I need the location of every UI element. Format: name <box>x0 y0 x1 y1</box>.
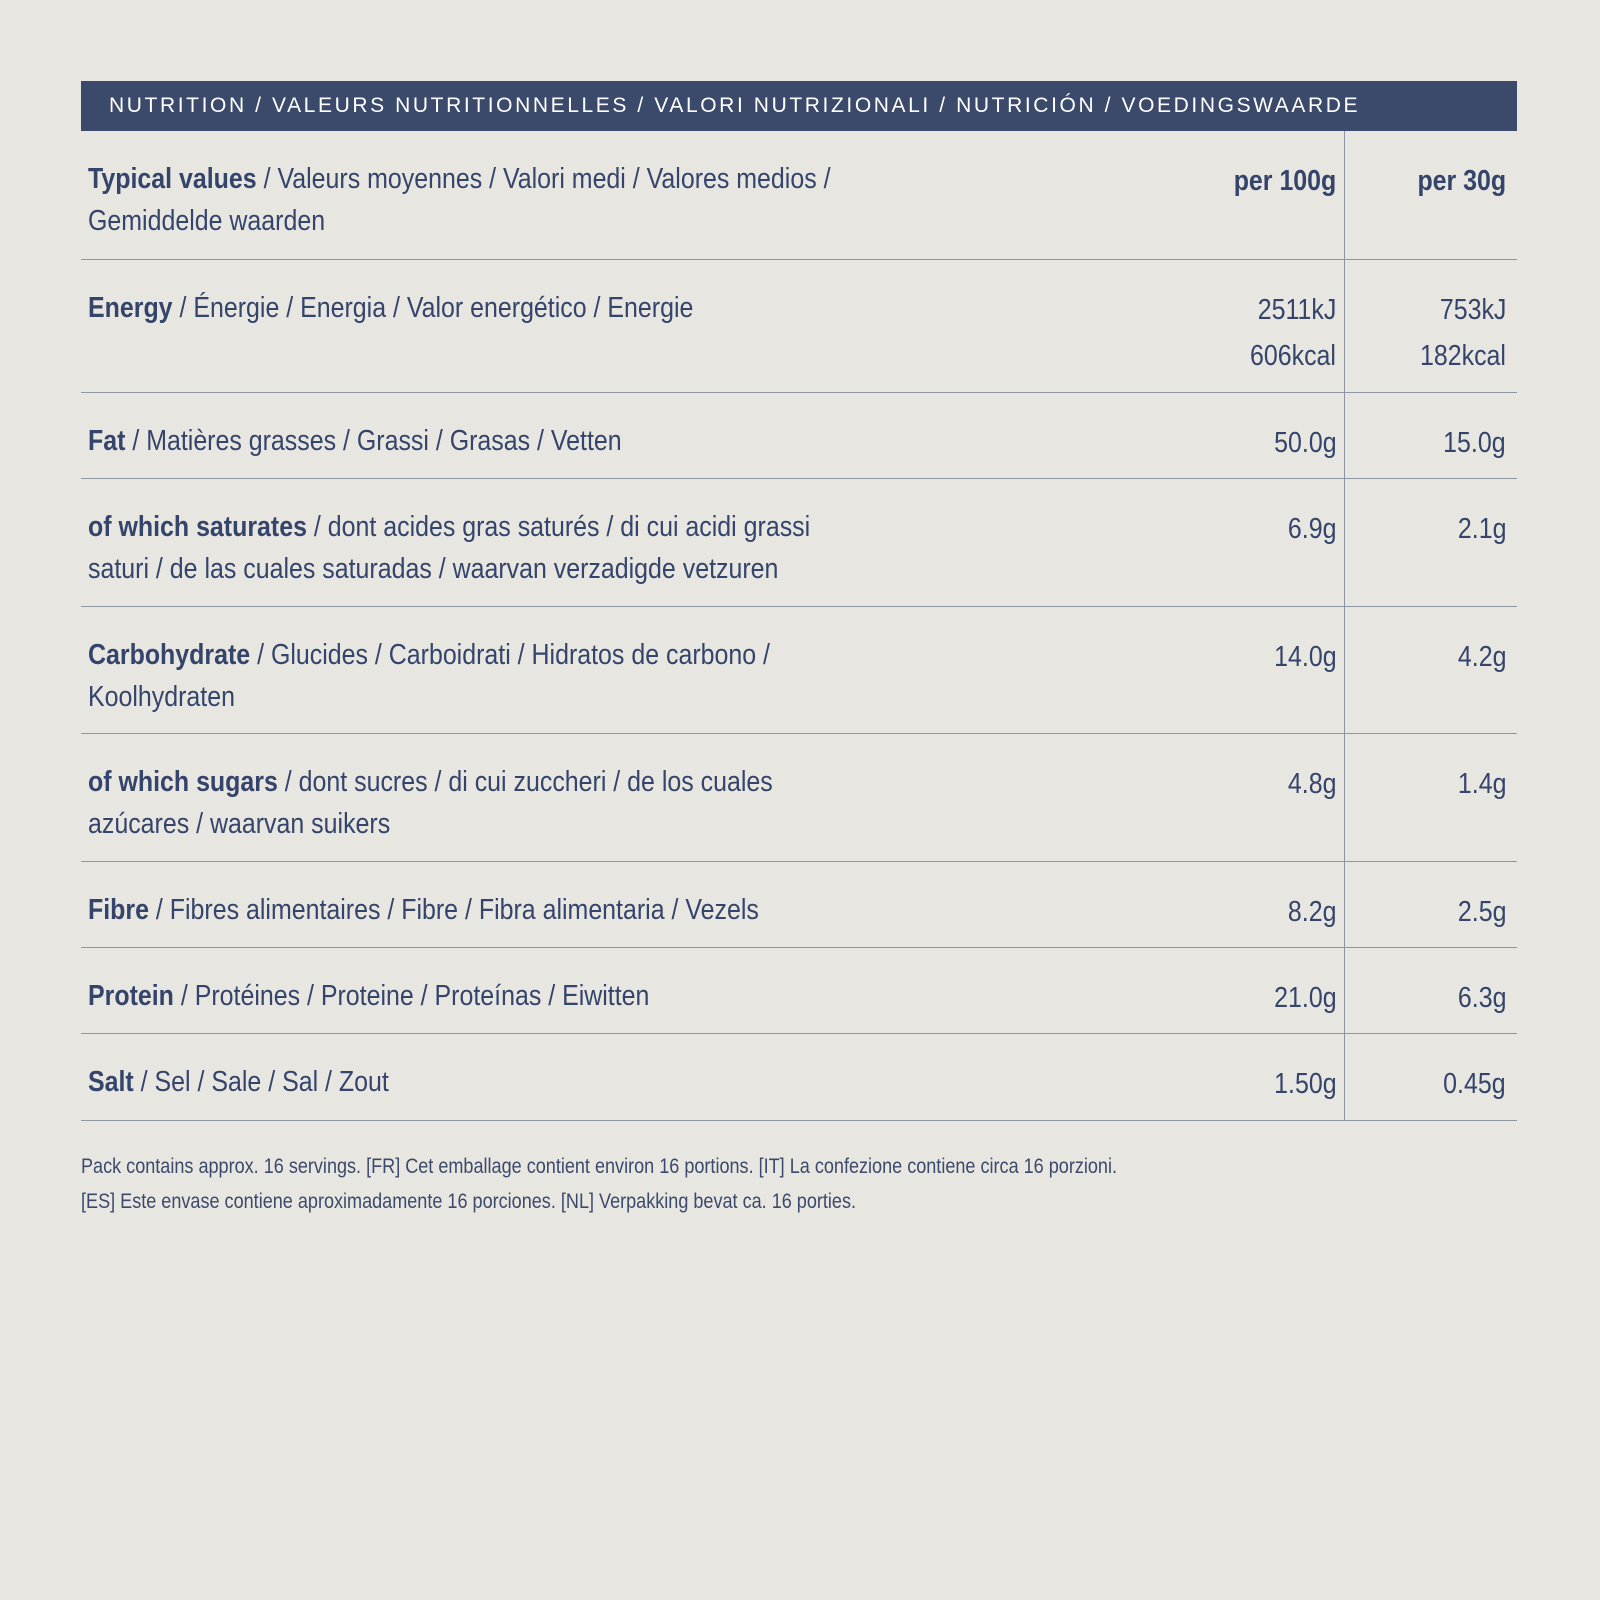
fibre-per30-value: 2.5g <box>1457 896 1506 928</box>
nutrition-banner: NUTRITION / VALEURS NUTRITIONNELLES / VALORI NUTRIZIONALI / NUTRICIÓN / VOEDINGSWAARDE <box>81 81 1517 131</box>
table-row-sugars <box>81 734 1517 862</box>
energy-per100-value: 606kcal <box>1250 340 1337 372</box>
table-row-saturates <box>81 479 1517 607</box>
table-row-salt <box>81 1034 1517 1121</box>
fibre-label-bold: Fibre <box>88 894 149 926</box>
saturates-per100-cell <box>1096 506 1344 606</box>
salt-label-cell <box>81 1034 1344 1120</box>
header-label <box>88 158 845 259</box>
carbohydrate-label <box>88 634 845 733</box>
fibre-per100-value: 8.2g <box>1287 896 1337 928</box>
saturates-label <box>88 506 845 606</box>
protein-per30-cell <box>1344 948 1517 1033</box>
header-per100: per 100g <box>1233 165 1337 197</box>
protein-label-rest: / Protéines / Proteine / Proteínas / Eiwitten <box>173 980 650 1012</box>
protein-per100-cell <box>1096 975 1344 1033</box>
fibre-per100-cell <box>1096 889 1344 947</box>
energy-per30-cell <box>1344 260 1517 392</box>
fat-per100-cell <box>1096 420 1344 478</box>
fibre-label <box>88 889 845 947</box>
salt-per30-cell <box>1344 1034 1517 1120</box>
servings-note <box>81 1149 1501 1219</box>
saturates-per30-value: 2.1g <box>1457 513 1506 545</box>
protein-label <box>88 975 845 1033</box>
fat-per30-value: 15.0g <box>1443 427 1506 459</box>
table-row-fibre <box>81 862 1517 948</box>
fat-per30-cell <box>1344 393 1517 478</box>
sugars-per30-cell <box>1344 734 1517 861</box>
table-header-row <box>81 131 1517 260</box>
energy-per30-value: 753kJ <box>1439 294 1506 326</box>
salt-label-rest: / Sel / Sale / Sal / Zout <box>133 1066 389 1098</box>
fat-label <box>88 420 845 478</box>
saturates-per100-value: 6.9g <box>1287 513 1337 545</box>
sugars-per30-value: 1.4g <box>1457 768 1506 800</box>
table-row-energy <box>81 260 1517 393</box>
carbohydrate-label-cell <box>81 607 1344 733</box>
saturates-label-cell <box>81 479 1344 606</box>
energy-label-rest: / Énergie / Energia / Valor energético / Energie <box>172 292 694 324</box>
salt-per100-cell <box>1096 1061 1344 1120</box>
header-label-rest: / Valeurs moyennes / Valori medi / Valores medios / Gemiddelde waarden <box>88 163 831 237</box>
carbohydrate-per30-cell <box>1344 607 1517 733</box>
salt-per30-value: 0.45g <box>1443 1068 1506 1100</box>
sugars-label <box>88 761 845 861</box>
energy-label-bold: Energy <box>88 292 173 324</box>
protein-label-cell <box>81 948 1344 1033</box>
carbohydrate-per100-cell <box>1096 634 1344 733</box>
salt-label <box>88 1061 845 1120</box>
servings-note-line-1: Pack contains approx. 16 servings. [FR] Cet emballage contient environ 16 portions. [IT] La confezione contiene circa 16 porzioni. <box>81 1155 1118 1178</box>
sugars-label-bold: of which sugars <box>88 766 278 798</box>
protein-per30-value: 6.3g <box>1457 982 1506 1014</box>
fibre-label-cell <box>81 862 1344 947</box>
saturates-per30-cell <box>1344 479 1517 606</box>
protein-label-bold: Protein <box>88 980 174 1012</box>
table-row-carbohydrate <box>81 607 1517 734</box>
header-per30: per 30g <box>1417 165 1506 197</box>
header-label-cell <box>81 131 1344 259</box>
saturates-label-rest: / dont acides gras saturés / di cui acidi grassi saturi / de las cuales saturadas / waarvan verzadigde vetzuren <box>88 511 811 585</box>
saturates-label-bold: of which saturates <box>88 511 307 543</box>
header-per30-cell <box>1344 131 1517 259</box>
table-row-protein <box>81 948 1517 1034</box>
fat-label-rest: / Matières grasses / Grassi / Grasas / Vetten <box>125 425 622 457</box>
fat-per100-value: 50.0g <box>1273 427 1337 459</box>
servings-note-line-2: [ES] Este envase contiene aproximadamente 16 porciones. [NL] Verpakking bevat ca. 16 porties. <box>81 1190 857 1213</box>
header-label-bold: Typical values <box>88 163 257 195</box>
carbohydrate-per100-value: 14.0g <box>1273 641 1337 673</box>
fat-label-bold: Fat <box>88 425 126 457</box>
carbohydrate-label-rest: / Glucides / Carboidrati / Hidratos de carbono / Koolhydraten <box>88 639 770 713</box>
carbohydrate-per30-value: 4.2g <box>1457 641 1506 673</box>
salt-label-bold: Salt <box>88 1066 134 1098</box>
energy-per100-value: 2511kJ <box>1257 294 1337 326</box>
protein-per100-value: 21.0g <box>1273 982 1337 1014</box>
energy-label <box>88 287 845 392</box>
carbohydrate-label-bold: Carbohydrate <box>88 639 251 671</box>
energy-label-cell <box>81 260 1344 392</box>
table-row-fat <box>81 393 1517 479</box>
energy-per30-value: 182kcal <box>1420 340 1506 372</box>
energy-per100-cell <box>1096 287 1344 392</box>
sugars-per100-value: 4.8g <box>1287 768 1337 800</box>
fat-label-cell <box>81 393 1344 478</box>
salt-per100-value: 1.50g <box>1273 1068 1337 1100</box>
sugars-label-rest: / dont sucres / di cui zuccheri / de los cuales azúcares / waarvan suikers <box>88 766 773 840</box>
nutrition-panel <box>81 81 1517 1121</box>
fibre-per30-cell <box>1344 862 1517 947</box>
nutrition-table <box>81 131 1517 1121</box>
sugars-label-cell <box>81 734 1344 861</box>
fibre-label-rest: / Fibres alimentaires / Fibre / Fibra alimentaria / Vezels <box>148 894 759 926</box>
header-per100-cell <box>1096 158 1344 259</box>
sugars-per100-cell <box>1096 761 1344 861</box>
